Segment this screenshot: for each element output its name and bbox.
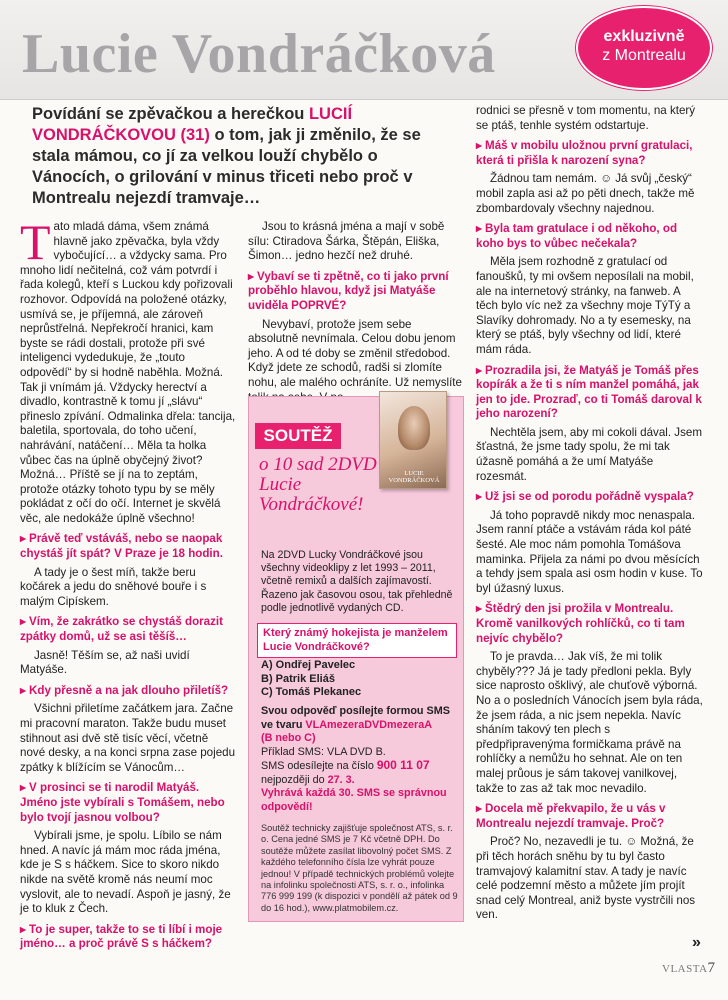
answer: Jasně! Těším se, až naši uvidí Matyáše.: [20, 648, 190, 677]
question: ▸ Byla tam gratulace i od někoho, od koho bys to vůbec nečekala?: [476, 222, 704, 251]
question: ▸ Štědrý den jsi prožila v Montrealu. Kromě vanilkových rohlíčků, co ti tam nejvíc chybělo?: [476, 602, 704, 646]
intro-part-1: Povídání se zpěvačkou a herečkou: [32, 105, 309, 123]
sms-deadline: 27. 3.: [327, 773, 355, 786]
paragraph: rodnici se přesně v tom momentu, na který se ptáš, tenhle systém odstartuje.: [476, 104, 696, 132]
answer: Žádnou tam nemám. ☺ Já svůj „český“ mobil zapla asi až po pěti dnech, takže mě zbombardovaly všechny najednou.: [476, 172, 695, 215]
badge-line-2: z Montrealu: [602, 47, 686, 64]
exclusive-badge: [576, 6, 712, 90]
sms-deadline-lead: nejpozději do: [261, 773, 328, 786]
page-folio: [662, 960, 716, 977]
answer: Všichni přiletíme začátkem jara. Začne mi pracovní maraton. Takže budu muset stihnout asi dvě stě tisíc věcí, včetně nové desky, a na konci srpna zase pojedu zpátky k blížícím se Vánocům…: [20, 702, 236, 774]
sms-winner: Vyhrává každá 30. SMS se správnou odpovědí!: [261, 787, 447, 813]
sms-send-to: SMS odesílejte na číslo: [261, 760, 377, 772]
answer: Nechtěla jsem, aby mi cokoli dával. Jsem šťastná, že jsme tady spolu, že mi tak úžasně pomáhá a že umí Matyáše rozesmát.: [476, 425, 702, 483]
answer: To je pravda… Jak víš, že mi tolik chyběly??? Já je tady předloni pekla. Byly sice naprosto ošklivý, ale chuťově výborná. No a o posledních Vánocích jsem byla ráda, že jsem ráda, a nic jsem nepekla. Navíc sháním takový ten plech s předpřipravenýma formičkama právě na rohlíčky a nemůžu ho sehnat. Ale on ten malej průous je sám takovej vanilkovej, takže to zas až tak moc nevadilo.: [476, 650, 703, 795]
option-a: A) Ondřej Pavelec: [261, 659, 356, 671]
answer: Vybírali jsme, je spolu. Líbilo se nám hned. A navíc já mám moc ráda jména, kde je S s háčkem. Sice to skoro nikdo nikde na světě kromě nás neumí moc vyslovit, ale to nevadí. Aspoň je jasný, že je to kluk z Čech.: [20, 829, 231, 916]
sms-instructions: [261, 705, 459, 814]
intro-highlight: LUCIÍ VONDRÁČKOVOU (31): [32, 105, 353, 144]
title-band: [0, 0, 728, 100]
answer: A tady je o šest míň, takže beru kočárek a jedu do sněhové bouře i s malým Cipískem.: [20, 565, 207, 608]
column-3: [476, 104, 704, 924]
badge-line-1: exkluzivně: [603, 28, 685, 45]
question: ▸ Prozradila jsi, že Matyáš je Tomáš přes kopírák a že ti s ním manžel pomáhá, jak jen to jde. Prozraď, co ti Tomáš daroval k jeho narození?: [476, 364, 704, 422]
opening-paragraph: [20, 214, 236, 526]
article-title: Lucie Vondráčková: [22, 23, 496, 85]
sms-options: (B nebo C): [261, 732, 316, 744]
question: ▸ Už jsi se od porodu pořádně vyspala?: [476, 490, 704, 505]
article-intro: [32, 104, 458, 209]
option-c: C) Tomáš Plekanec: [261, 686, 362, 698]
question: ▸ Právě teď vstáváš, nebo se naopak chystáš jít spát? V Praze je 18 hodin.: [20, 532, 236, 561]
opening-text: ato mladá dáma, všem známá hlavně jako zpěvačka, byla vždy vybočující… a vždycky sama. Pro mnoho lidí nečitelná, což vám potvrdí i řada kolegů, kteří s Luckou kdy pořizovali rozhovor. Odpovídá na položené otázky, usmívá se, je příjemná, ale zároveň neprůstřelná. Nepřekročí hranici, kam byste se rádi dostali, protože při své inteligenci vydedukuje, že „touto odpovědí“ by si hodně naběhla. Možná. Tak ji vnímám já. Vždycky herectví a divadlo, kontrastně k tomu jí „slávu“ přineslo zpívání. Odmalinka dřela: tancija, baletila, sportovala, do toho učení, nahrávání, natáčení… Měla ta holka vůbec čas na úplně obyčejný život? Možná… Příště se jí na to zeptám, protože otázky tohoto typu by se měly pokládat z očí do očí. Internet je skvělá věc, ale nedokáže úplně všechno!: [20, 220, 236, 525]
contest-question: Který známý hokejista je manželem Lucie Vondráčkové?: [257, 623, 457, 658]
sms-example: Příklad SMS: VLA DVD B.: [261, 745, 386, 758]
intro-part-2: o tom, jak ji změnilo, že se stala mámou, co jí za velkou louží chybělo o Vánocích, o grilování v minus třiceti nebo proč v Montrealu nejezdí tramvaje…: [32, 126, 421, 207]
answer: Nevybaví, protože jsem sebe absolutně nevnímala. Celou dobu jenom jeho. A od té doby se změnil středobod. Když jdete ze schodů, radši si zlomíte nohu, ale malého ochráníte. Už nemyslíte: [248, 317, 462, 389]
question: ▸ Docela mě překvapilo, že u vás v Montrealu nejezdí tramvaje. Proč?: [476, 802, 704, 831]
question: ▸ Vybaví se ti zpětně, co ti jako první proběhlo hlavou, když jsi Matyáše uviděla POPRVÉ?: [248, 270, 464, 314]
contest-fine-print: Soutěž technicky zajišťuje společnost ATS, s. r. o. Cena jedné SMS je 7 Kč včetně DPH. Do soutěže můžete zasílat libovolný počet SMS. Z každého telefonního čísla lze vyhrát pouze jednou! V případě technických problémů volejte na infolinku společnosti ATS, s. r. o., infolinka 776 999 199 (k dispozici v pondělí až pátek od 9 do 16 hod.), www.platmobilem.cz.: [261, 823, 458, 913]
continue-arrow-icon: »: [692, 934, 701, 951]
question: ▸ V prosinci se ti narodil Matyáš. Jméno jste vybírali s Tomášem, nebo bylo tvojí jasnou volbou?: [20, 781, 236, 825]
question: ▸ Kdy přesně a na jak dlouho přiletíš?: [20, 684, 236, 699]
question: ▸ To je super, takže to se ti líbí i moje jméno… a proč právě S s háčkem?: [20, 923, 236, 952]
column-2: [248, 220, 464, 406]
magazine-name: VLASTA: [662, 963, 708, 975]
drop-cap: T: [20, 214, 51, 270]
sms-format: VLAmezeraDVDmezeraA: [305, 718, 433, 731]
paragraph: Jsou to krásná jména a mají v sobě sílu: Ctiradova Šárka, Štěpán, Eliška, Šimon… jedno hezčí než druhé.: [248, 220, 445, 263]
sms-lead: Svou odpověď posílejte formou SMS ve tvaru: [261, 705, 450, 731]
contest-options: [261, 659, 457, 700]
question: ▸ Máš v mobilu uložnou první gratulaci, která ti přišla k narození syna?: [476, 139, 704, 168]
contest-box: [248, 396, 464, 922]
contest-heading: o 10 sad 2DVD Lucie Vondráčkové!: [259, 454, 377, 515]
answer: Měla jsem rozhodně z gratulací od fanoušků, ty mi ovšem neposílali na mobil, ale na internetový stránky, na fanweb. A těch bylo víc než za všechny moje TýTý a Slavíky dohromady. No a ty esemesky, na který se ptáš, byly všechny od lidí, které mám ráda.: [476, 255, 694, 356]
contest-description: Na 2DVD Lucky Vondráčkové jsou všechny videoklipy z let 1993 – 2011, včetně remixů a dalších zajímavostí. Řazeno jak časovou osou, tak přehledně podle jednotlivě vydaných CD.: [261, 549, 453, 614]
answer: Proč? No, nezavedli je tu. ☺ Možná, že při těch horách sněhu by tu byl často tramvajový kalamitní stav. A tady je navíc celé podzemní město a můžete jím projít snad celý Montreal, aniž byste vystrčili nos ven.: [476, 835, 696, 922]
contest-tag: SOUTĚŽ: [255, 423, 341, 449]
sms-number: 900 11 07: [376, 758, 430, 772]
dvd-cover-image: [379, 391, 447, 489]
question: ▸ Vím, že zakrátko se chystáš dorazit zpátky domů, už se asi těšíš…: [20, 615, 236, 644]
column-1: [20, 214, 236, 956]
page-number: 7: [707, 960, 716, 976]
dvd-cover-text: LUCIE VONDRÁČKOVÁ: [388, 470, 440, 484]
answer: Já toho popravdě nikdy moc nenaspala. Jsem ranní ptáče a vstávám ráda kol páté šesté. Ale moc nám pomohla Tomášova maminka. Přijela za námi po dvou měsících a tehdy jsem spala asi osm hodin v kuse. To byl úžasný luxus.: [476, 508, 703, 595]
option-b: B) Patrik Eliáš: [261, 672, 335, 685]
